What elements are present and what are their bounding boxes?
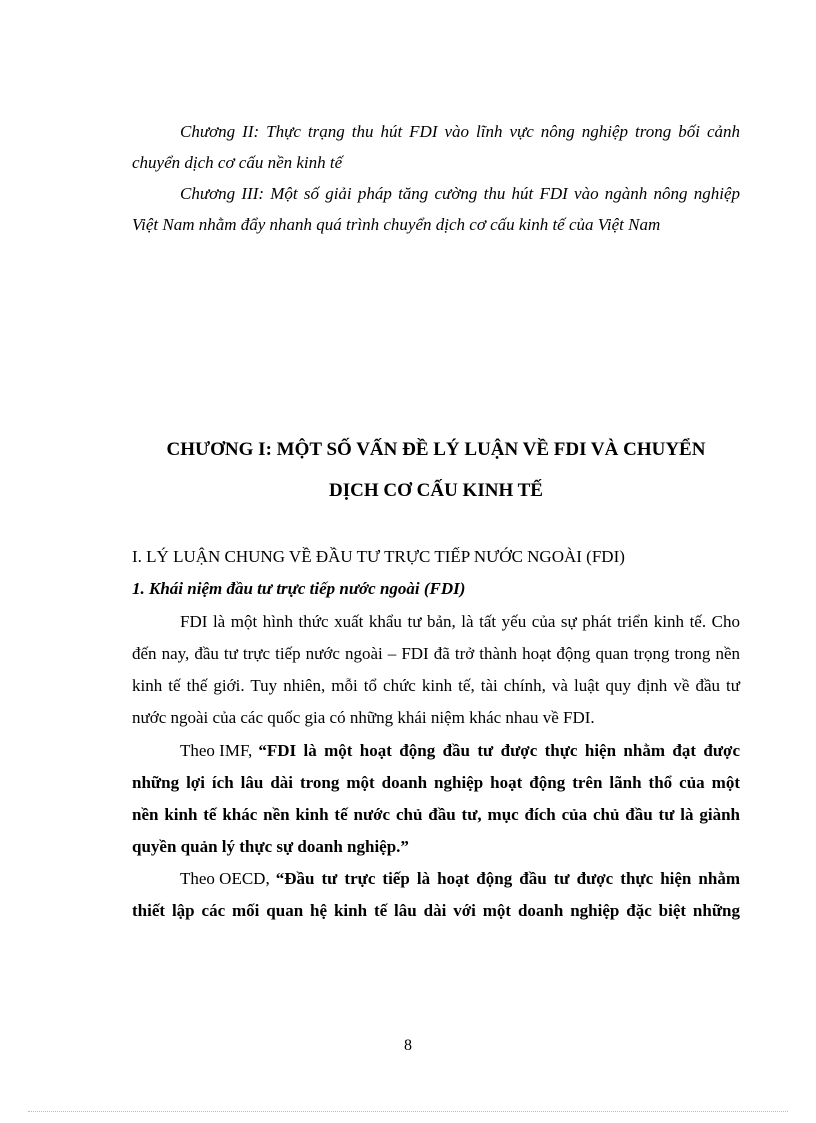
- chapter-title-line-2: DỊCH CƠ CẤU KINH TẾ: [329, 480, 543, 501]
- footer-dotted-rule: [28, 1111, 788, 1112]
- paragraph-oecd-line-1: [180, 868, 740, 890]
- oecd-prefix: Theo OECD,: [180, 869, 270, 888]
- paragraph-oecd-line-2: thiết lập các mối quan hệ kinh tế lâu dài với một doanh nghiệp đặc biệt những: [132, 901, 740, 920]
- paragraph-1-line-3: kinh tế thế giới. Tuy nhiên, mỗi tổ chức kinh tế, tài chính, và luật quy định về đầu tư: [132, 676, 740, 695]
- paragraph-imf-line-1: [180, 740, 740, 762]
- paragraph-1-line-4: nước ngoài của các quốc gia có những khái niệm khác nhau về FDI.: [132, 708, 595, 727]
- chapter-3-summary-line-1: Chương III: Một số giải pháp tăng cường thu hút FDI vào ngành nông nghiệp: [180, 184, 740, 203]
- paragraph-imf-line-3: nền kinh tế khác nền kinh tế nước chủ đầu tư, mục đích của chủ đầu tư là giành: [132, 805, 740, 824]
- imf-prefix: Theo IMF,: [180, 741, 253, 760]
- paragraph-imf-line-2: những lợi ích lâu dài trong một doanh nghiệp hoạt động trên lãnh thổ của một: [132, 773, 740, 792]
- section-heading: I. LÝ LUẬN CHUNG VỀ ĐẦU TƯ TRỰC TIẾP NƯỚC NGOÀI (FDI): [132, 547, 625, 566]
- chapter-2-summary-line-2: chuyển dịch cơ cấu nền kinh tế: [132, 153, 343, 172]
- subsection-heading: 1. Khái niệm đầu tư trực tiếp nước ngoài (FDI): [132, 579, 466, 598]
- paragraph-1-line-1: FDI là một hình thức xuất khẩu tư bản, là tất yếu của sự phát triển kinh tế. Cho: [180, 612, 740, 631]
- oecd-definition-start: “Đầu tư trực tiếp là hoạt động đầu tư được thực hiện nhằm: [275, 869, 740, 888]
- imf-definition-start: “FDI là một hoạt động đầu tư được thực hiện nhằm đạt được: [258, 741, 740, 760]
- chapter-2-summary-line-1: Chương II: Thực trạng thu hút FDI vào lĩnh vực nông nghiệp trong bối cảnh: [180, 122, 740, 141]
- chapter-3-summary-line-2: Việt Nam nhằm đẩy nhanh quá trình chuyển dịch cơ cấu kinh tế của Việt Nam: [132, 215, 661, 234]
- page-number: 8: [404, 1037, 412, 1054]
- chapter-title-line-1: CHƯƠNG I: MỘT SỐ VẤN ĐỀ LÝ LUẬN VỀ FDI VÀ CHUYỂN: [166, 439, 706, 460]
- paragraph-imf-line-4: quyền quản lý thực sự doanh nghiệp.”: [132, 837, 409, 856]
- paragraph-1-line-2: đến nay, đầu tư trực tiếp nước ngoài – FDI đã trở thành hoạt động quan trọng trong nền: [132, 644, 740, 663]
